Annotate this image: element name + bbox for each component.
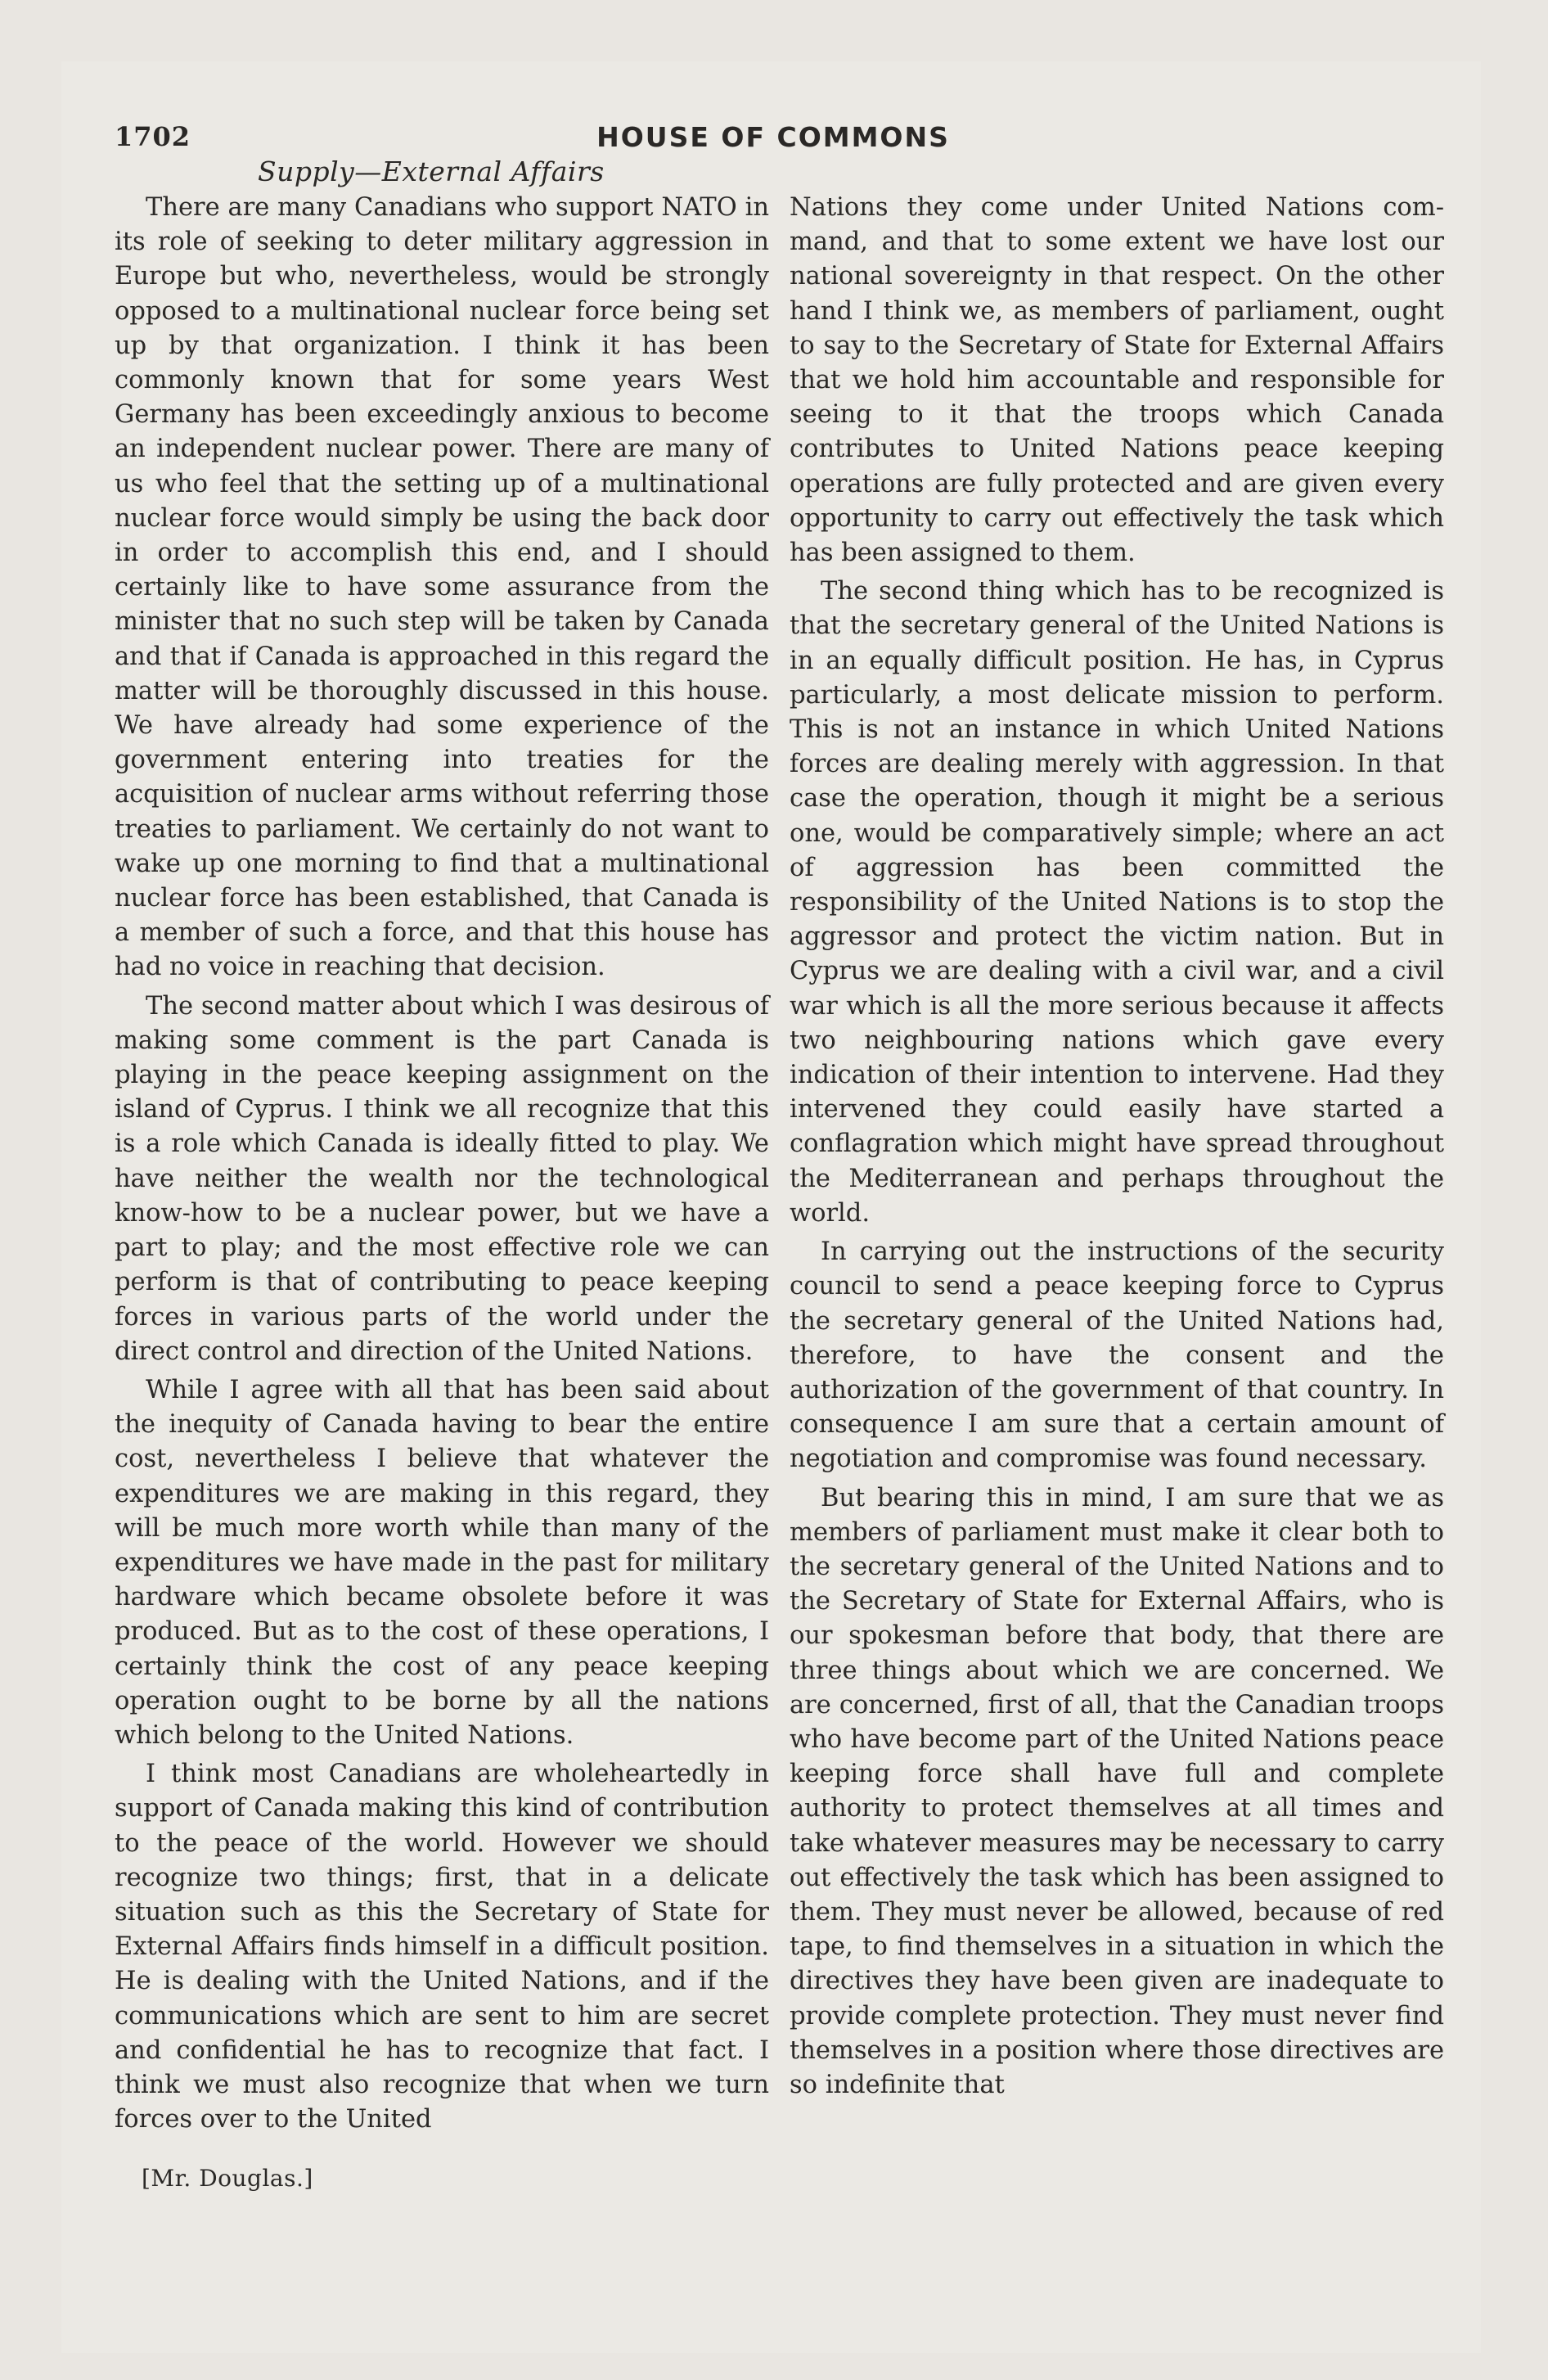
paragraph: I think most Canadians are wholeheartedly in support of Canada making this kind of contribution to the peace of the world. However we should recognize two things; first, that in a delicate situation such as this the Secretary of State for External Affairs finds himself in a difficult position. He is dealing with the United Nations, and if the communications which are sent to him are secret and confidential he has to recognize that fact. I think we must also recognize that when we turn forces over to the United (115, 1760, 769, 2134)
speaker-attribution: [Mr. Douglas.] (142, 2165, 313, 2192)
paragraph: In carrying out the instructions of the security council to send a peace keeping force to Cyprus the secretary general of the United Nations had, therefore, to have the consent and the authorization of the government of that country. In consequence I am sure that a certain amount of negotiation and compromise was found necessary. (790, 1237, 1444, 1474)
paragraph: There are many Canadians who support NATO in its role of seeking to deter military aggression in Europe but who, nevertheless, would be strongly opposed to a multinational nuclear force being set up by that organization. I think it has been commonly known that for some years West Germany has been exceedingly anxious to become an independent nuclear power. There are many of us who feel that the setting up of a multinational nuclear force would simply be using the back door in order to accomplish this end, and I should certainly like to have some assurance from the minister that no such step will be taken by Canada and that if Canada is approached in this regard the matter will be thoroughly discussed in this house. We have already had some experience of the government entering into treaties for the acquisition of nuclear arms without referring those treaties to parliament. We certainly do not want to wake up one morning to find that a multinational nuclear force has been established, that Canada is a member of such a force, and that this house has had no voice in reaching that decision. (115, 193, 769, 982)
section-subtitle: Supply—External Affairs (258, 156, 605, 187)
paragraph: The second thing which has to be recognized is that the secretary general of the United Nations is in an equally difficult position. He has, in Cyprus particularly, a most delicate mission to perform. This is not an instance in which United Nations forces are dealing merely with aggression. In that case the operation, though it might be a serious one, would be comparatively simple; where an act of aggression has been committed the responsibility of the United Nations is to stop the aggressor and protect the victim nation. But in Cyprus we are dealing with a civil war, and a civil war which is all the more serious because it affects two neighbouring nations which gave every indication of their intention to intervene. Had they intervened they could easily have started a conflagration which might have spread throughout the Mediterranean and perhaps throughout the world. (790, 577, 1444, 1228)
paragraph: Nations they come under United Nations command, and that to some extent we have lost our national sovereignty in that respect. On the other hand I think we, as members of parliament, ought to say to the Secretary of State for External Affairs that we hold him accountable and responsible for seeing to it that the troops which Canada contributes to United Nations peace keeping operations are fully protected and are given every opportunity to carry out effectively the task which has been assigned to them. (790, 193, 1444, 568)
page-number: 1702 (115, 121, 191, 152)
hansard-page (61, 61, 1481, 2353)
running-title: HOUSE OF COMMONS (596, 121, 950, 153)
paragraph: But bearing this in mind, I am sure that we as members of parliament must make it clear both to the secretary general of the United Nations and to the Secretary of State for External Affairs, who is our spokesman before that body, that there are three things about which we are concerned. We are concerned, first of all, that the Canadian troops who have become part of the United Nations peace keeping force shall have full and complete authority to protect themselves at all times and take whatever measures may be necessary to carry out effectively the task which has been assigned to them. They must never be allowed, because of red tape, to find themselves in a situation in which the directives they have been given are inadequate to provide complete protection. They must never find themselves in a position where those directives are so indefinite that (790, 1483, 1444, 2099)
left-column (115, 191, 769, 2141)
right-column (790, 191, 1444, 2107)
paragraph: While I agree with all that has been said about the inequity of Canada having to bear the entire cost, nevertheless I believe that whatever the expenditures we are making in this regard, they will be much more worth while than many of the expenditures we have made in the past for military hardware which became obsolete before it was produced. But as to the cost of these operations, I certainly think the cost of any peace keeping operation ought to be borne by all the nations which belong to the United Nations. (115, 1375, 769, 1750)
paragraph: The second matter about which I was desirous of making some comment is the part Canada is playing in the peace keeping assignment on the island of Cyprus. I think we all recognize that this is a role which Canada is ideally fitted to play. We have neither the wealth nor the technological know-how to be a nuclear power, but we have a part to play; and the most effective role we can perform is that of contributing to peace keeping forces in various parts of the world under the direct control and direction of the United Nations. (115, 991, 769, 1366)
